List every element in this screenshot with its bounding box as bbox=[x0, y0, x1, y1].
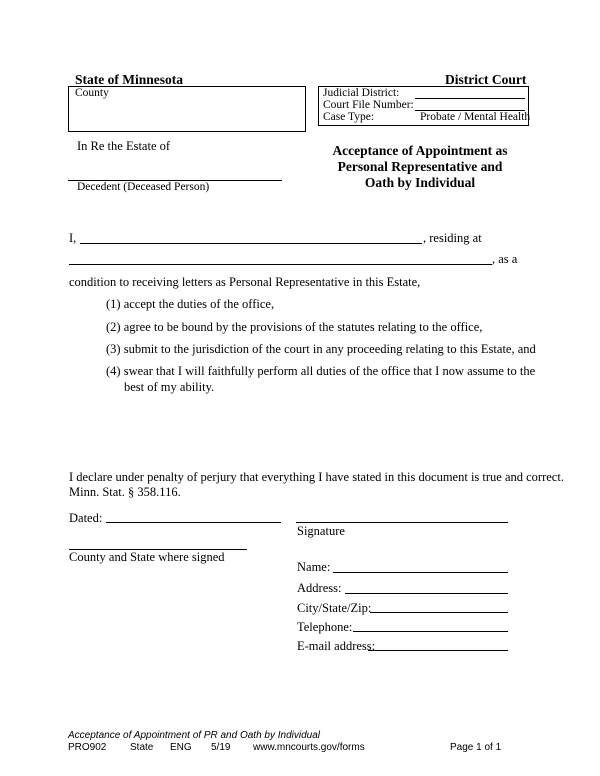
county-box[interactable] bbox=[68, 86, 306, 132]
telephone-field[interactable] bbox=[353, 631, 508, 632]
oath-item-3: (3) submit to the jurisdiction of the court in any proceeding relating to this Estate, and bbox=[106, 342, 536, 356]
oath-item-4: (4) swear that I will faithfully perform all duties of the office that I now assume to the bbox=[106, 364, 536, 378]
email-field[interactable] bbox=[368, 650, 508, 651]
name-label: Name: bbox=[297, 560, 331, 574]
county-state-label: County and State where signed bbox=[69, 550, 225, 564]
residing-at-label: , residing at bbox=[423, 231, 482, 245]
in-re-label: In Re the Estate of bbox=[77, 139, 171, 153]
oath-item-1: (1) accept the duties of the office, bbox=[106, 297, 275, 311]
i-label: I, bbox=[69, 231, 77, 245]
footer-url[interactable]: www.mncourts.gov/forms bbox=[253, 742, 365, 753]
address-label: Address: bbox=[297, 581, 342, 595]
email-label: E-mail address: bbox=[297, 639, 376, 653]
state-heading: State of Minnesota bbox=[75, 72, 183, 87]
statute-ref: Minn. Stat. § 358.116. bbox=[69, 485, 181, 499]
title-line-2: Personal Representative and bbox=[337, 159, 503, 174]
court-heading: District Court bbox=[445, 72, 527, 87]
title-line-1: Acceptance of Appointment as bbox=[332, 143, 508, 158]
footer-lang: ENG bbox=[170, 742, 192, 753]
residence-field[interactable] bbox=[69, 264, 492, 265]
dated-field[interactable] bbox=[106, 522, 281, 523]
signature-label: Signature bbox=[297, 524, 345, 538]
oath-item-2: (2) agree to be bound by the provisions of the statutes relating to the office, bbox=[106, 320, 483, 334]
county-label: County bbox=[75, 87, 109, 99]
form-title bbox=[300, 143, 540, 191]
telephone-label: Telephone: bbox=[297, 620, 353, 634]
decedent-label: Decedent (Deceased Person) bbox=[77, 181, 210, 193]
declaration-text: I declare under penalty of perjury that everything I have stated in this document is true and correct. bbox=[69, 470, 564, 484]
footer-page: Page 1 of 1 bbox=[450, 742, 502, 753]
as-a-label: , as a bbox=[492, 252, 518, 266]
signature-field[interactable] bbox=[296, 522, 508, 523]
footer-state: State bbox=[130, 742, 154, 753]
dated-label: Dated: bbox=[69, 511, 103, 525]
judicial-district-field[interactable] bbox=[415, 98, 525, 99]
city-state-zip-field[interactable] bbox=[370, 612, 508, 613]
oath-item-4-cont: best of my ability. bbox=[124, 380, 215, 394]
court-file-label: Court File Number: bbox=[323, 99, 414, 111]
city-state-zip-label: City/State/Zip: bbox=[297, 601, 372, 615]
footer-form-title: Acceptance of Appointment of PR and Oath by Individual bbox=[68, 730, 321, 741]
footer-form-code: PRO902 bbox=[68, 742, 107, 753]
judicial-district-label: Judicial District: bbox=[323, 87, 400, 99]
case-info-box bbox=[318, 86, 529, 126]
condition-text: condition to receiving letters as Personal Representative in this Estate, bbox=[69, 275, 421, 289]
signer-name-field[interactable] bbox=[333, 572, 508, 573]
address-field[interactable] bbox=[345, 593, 508, 594]
name-field[interactable] bbox=[80, 243, 422, 244]
case-type-label: Case Type: bbox=[323, 111, 375, 123]
footer-date: 5/19 bbox=[211, 742, 231, 753]
case-type-value: Probate / Mental Health bbox=[420, 111, 531, 123]
title-line-3: Oath by Individual bbox=[364, 175, 476, 190]
